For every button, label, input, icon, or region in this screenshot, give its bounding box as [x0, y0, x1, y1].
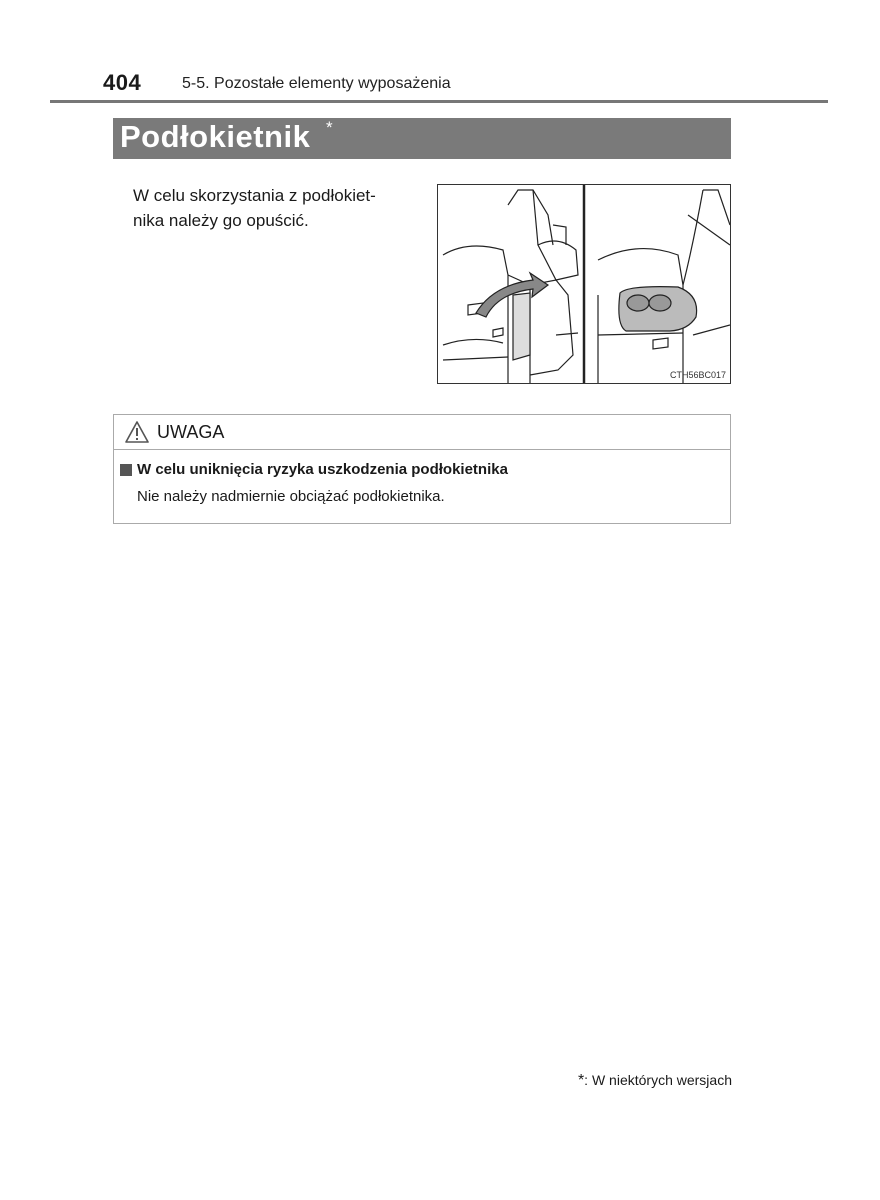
- warning-title: UWAGA: [157, 422, 225, 442]
- page-number: 404: [103, 70, 142, 95]
- section-label: 5-5. Pozostałe elementy wyposażenia: [182, 75, 451, 92]
- square-bullet-icon: [120, 464, 132, 476]
- warning-header: [114, 415, 730, 450]
- footnote-text: : W niektórych wersjach: [584, 1072, 732, 1088]
- warning-box: [113, 414, 731, 524]
- instruction-text: [133, 183, 423, 233]
- page-title: Podłokietnik: [120, 119, 311, 154]
- title-footnote-marker: *: [326, 118, 333, 137]
- warning-triangle-icon: [124, 420, 150, 444]
- warning-text: Nie należy nadmiernie obciążać podłokietnika.: [137, 488, 445, 505]
- footnote: [562, 1072, 732, 1090]
- instruction-line-1: W celu skorzystania z podłokiet-: [133, 186, 376, 205]
- armrest-drawing: [438, 185, 730, 383]
- instruction-line-2: nika należy go opuścić.: [133, 211, 309, 230]
- page-title-bar: [113, 118, 731, 159]
- header-divider: [50, 100, 828, 103]
- warning-heading: W celu uniknięcia ryzyka uszkodzenia podłokietnika: [137, 461, 508, 478]
- armrest-illustration: [437, 184, 731, 384]
- page-header: [103, 70, 803, 100]
- figure-code: CTH56BC017: [669, 370, 726, 380]
- footnote-marker: *: [577, 1072, 585, 1089]
